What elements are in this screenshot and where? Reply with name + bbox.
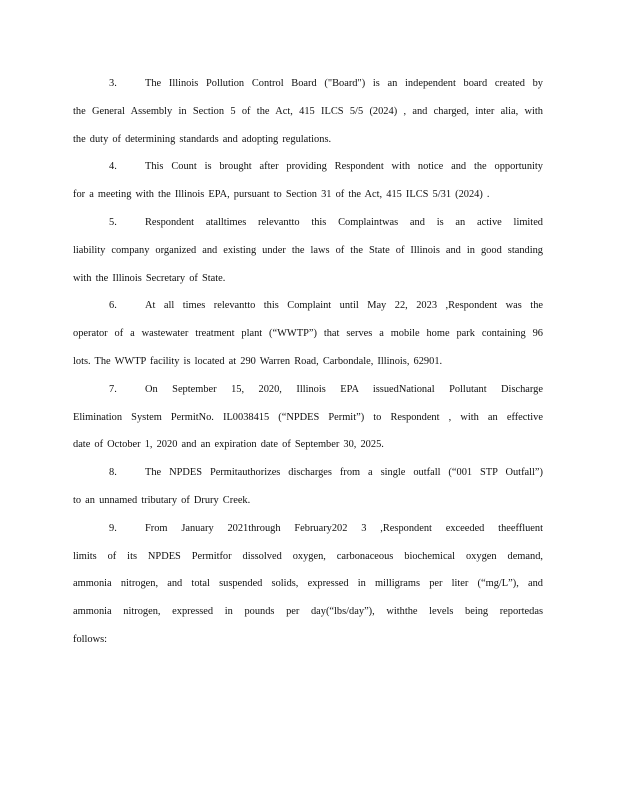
paragraph-number: 7. [109, 383, 117, 395]
paragraph-line: with the Illinois Secretary of State. [73, 272, 226, 284]
paragraph-line: the General Assembly in Section 5 of the Act, 415 ILCS 5/5 (2024) , and charged, inter alia, with [73, 105, 543, 117]
paragraph-line: 7. On September 15, 2020, Illinois EPA issuedNational Pollutant Discharge [73, 376, 543, 404]
paragraph-line: the duty of determining standards and adopting regulations. [73, 133, 332, 145]
paragraph-line: 4. This Count is brought after providing Respondent with notice and the opportunity [73, 153, 543, 181]
paragraph-line: ammonia nitrogen, and total suspended solids, expressed in milligrams per liter (“mg/L”), and [73, 578, 543, 590]
paragraph-number: 8. [109, 467, 117, 479]
paragraph-line: follows: [73, 633, 108, 645]
paragraph-number: 6. [109, 300, 117, 312]
paragraph-9 [73, 515, 543, 654]
paragraph-7 [73, 376, 543, 459]
paragraph-line: ammonia nitrogen, expressed in pounds per day(“lbs/day”), withthe levels being reportedas [73, 606, 543, 618]
paragraph-line: limits of its NPDES Permitfor dissolved oxygen, carbonaceous biochemical oxygen demand, [73, 550, 543, 562]
paragraph-line: liability company organized and existing under the laws of the State of Illinois and in good standing [73, 244, 543, 256]
paragraph-4 [73, 153, 543, 209]
paragraph-line: 5. Respondent atalltimes relevantto this Complaintwas and is an active limited [73, 209, 543, 237]
paragraph-3 [73, 70, 543, 153]
paragraph-line: operator of a wastewater treatment plant (“WWTP”) that serves a mobile home park containing 96 [73, 328, 543, 340]
paragraph-line: Elimination System PermitNo. IL0038415 (“NPDES Permit”) to Respondent , with an effective [73, 411, 543, 423]
paragraph-number: 5. [109, 216, 117, 228]
paragraph-number: 3. [109, 78, 117, 89]
paragraph-number: 9. [109, 522, 117, 534]
paragraph-line: 3. The Illinois Pollution Control Board ("Board") is an independent board created by [73, 70, 543, 98]
paragraph-line: 9. From January 2021through February202 3 ,Respondent exceeded theeffluent [73, 515, 543, 543]
paragraph-line: 6. At all times relevantto this Complaint until May 22, 2023 ,Respondent was the [73, 292, 543, 320]
paragraph-line: lots. The WWTP facility is located at 290 Warren Road, Carbondale, Illinois, 62901. [73, 355, 443, 367]
paragraph-8 [73, 459, 543, 515]
paragraph-line: to an unnamed tributary of Drury Creek. [73, 494, 251, 506]
paragraph-line: date of October 1, 2020 and an expiration date of September 30, 2025. [73, 439, 384, 451]
paragraph-line: 8. The NPDES Permitauthorizes discharges from a single outfall (“001 STP Outfall”) [73, 459, 543, 487]
paragraph-line: for a meeting with the Illinois EPA, pursuant to Section 31 of the Act, 415 ILCS 5/31 (2024) . [73, 189, 490, 201]
paragraph-6 [73, 292, 543, 375]
paragraph-number: 4. [109, 161, 117, 173]
document-page [73, 70, 543, 654]
paragraph-5 [73, 209, 543, 292]
